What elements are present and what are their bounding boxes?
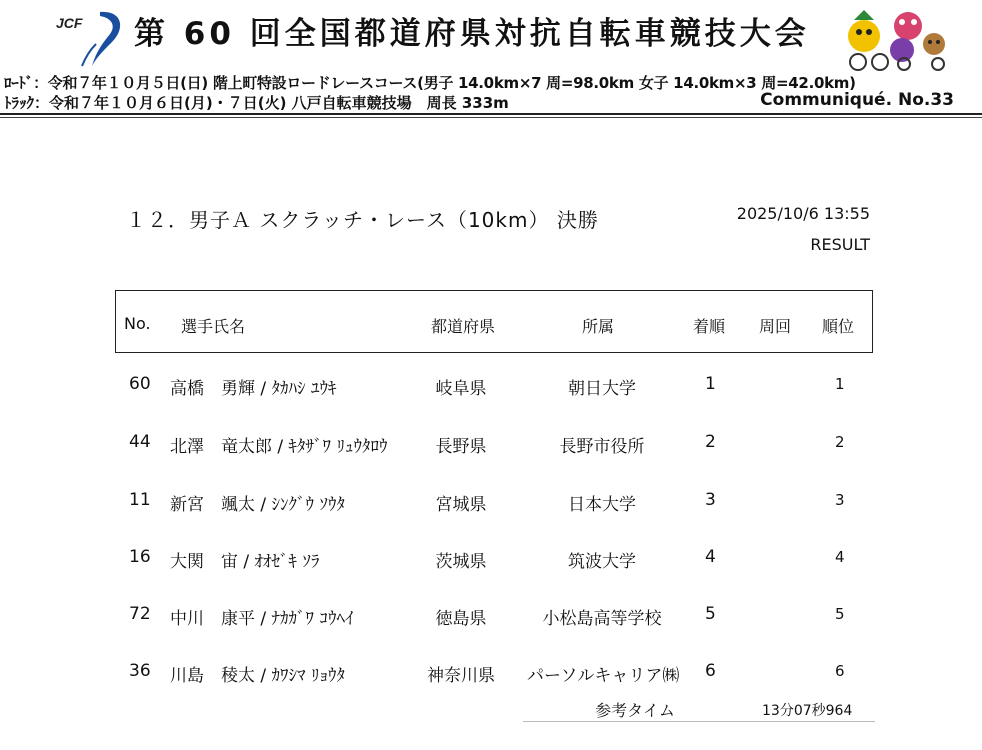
table-row: [115, 364, 873, 404]
row-affiliation: 小松島高等学校: [542, 609, 662, 629]
row-name: 新宮 颯太 / ｼﾝｸﾞｳ ｿｳﾀ: [170, 495, 345, 515]
reference-underline: [523, 721, 875, 722]
row-rank: 4: [835, 548, 845, 566]
table-row: [115, 651, 873, 691]
table-row: [115, 422, 873, 462]
logo-text: JCF: [56, 15, 83, 31]
table-row: [115, 537, 873, 577]
table-row: [115, 480, 873, 520]
header-prefecture: 都道府県: [431, 317, 496, 336]
row-no: 44: [129, 432, 151, 452]
reference-time-value: 13分07秒964: [762, 703, 853, 719]
row-affiliation: 長野市役所: [559, 437, 645, 457]
header-affiliation: 所属: [582, 317, 615, 336]
header-finish: 着順: [693, 317, 726, 336]
result-status: RESULT: [810, 235, 870, 254]
communique-number: Communiqué. No.33: [760, 90, 954, 110]
header-divider: [0, 113, 982, 115]
header-rank: 順位: [822, 317, 855, 336]
row-finish: 1: [705, 374, 716, 394]
row-rank: 2: [835, 433, 845, 451]
row-finish: 4: [705, 547, 716, 567]
row-prefecture: 宮城県: [435, 495, 487, 515]
header-laps: 周回: [759, 317, 792, 336]
row-prefecture: 長野県: [435, 437, 487, 457]
road-info: ﾛｰﾄﾞ：令和７年１０月５日(日) 階上町特設ロードレースコース(男子 14.0km×7 周=98.0km 女子 14.0km×3 周=42.0km): [4, 74, 856, 92]
header-name: 選手氏名: [181, 317, 246, 336]
row-no: 16: [129, 547, 151, 567]
row-affiliation: 朝日大学: [568, 379, 636, 399]
row-prefecture: 岐阜県: [435, 379, 487, 399]
row-affiliation: 筑波大学: [568, 552, 636, 572]
track-info: ﾄﾗｯｸ：令和７年１０月６日(月)・７日(火) 八戸自転車競技場 周長 333m: [4, 94, 509, 112]
row-rank: 6: [835, 662, 845, 680]
row-name: 北澤 竜太郎 / ｷﾀｻﾞﾜ ﾘｭｳﾀﾛｳ: [170, 437, 388, 457]
row-name: 川島 稜太 / ｶﾜｼﾏ ﾘｮｳﾀ: [170, 666, 345, 686]
jcf-logo: [52, 6, 132, 68]
row-finish: 3: [705, 490, 716, 510]
page-title: 第 60 回全国都道府県対抗自転車競技大会: [134, 16, 810, 52]
row-rank: 3: [835, 491, 845, 509]
row-no: 72: [129, 604, 151, 624]
row-prefecture: 神奈川県: [427, 666, 495, 686]
table-row: [115, 594, 873, 634]
row-affiliation: パーソルキャリア㈱: [527, 666, 680, 686]
row-finish: 6: [705, 661, 716, 681]
row-finish: 5: [705, 604, 716, 624]
event-title: １２．男子Ａ スクラッチ・レース（10km） 決勝: [126, 208, 599, 232]
row-no: 36: [129, 661, 151, 681]
row-prefecture: 茨城県: [435, 552, 487, 572]
row-no: 60: [129, 374, 151, 394]
row-rank: 5: [835, 605, 845, 623]
event-datetime: 2025/10/6 13:55: [736, 204, 870, 223]
mascot-illustration: [846, 4, 956, 72]
row-name: 大関 宙 / ｵｵｾﾞｷ ｿﾗ: [170, 552, 320, 572]
row-prefecture: 徳島県: [435, 609, 487, 629]
reference-time-label: 参考タイム: [595, 701, 675, 720]
row-name: 高橋 勇輝 / ﾀｶﾊｼ ﾕｳｷ: [170, 379, 337, 399]
row-rank: 1: [835, 375, 845, 393]
row-no: 11: [129, 490, 151, 510]
row-name: 中川 康平 / ﾅｶｶﾞﾜ ｺｳﾍｲ: [170, 609, 354, 629]
header-no: No.: [124, 314, 151, 333]
row-finish: 2: [705, 432, 716, 452]
row-affiliation: 日本大学: [568, 495, 636, 515]
header-divider-thin: [0, 117, 982, 118]
